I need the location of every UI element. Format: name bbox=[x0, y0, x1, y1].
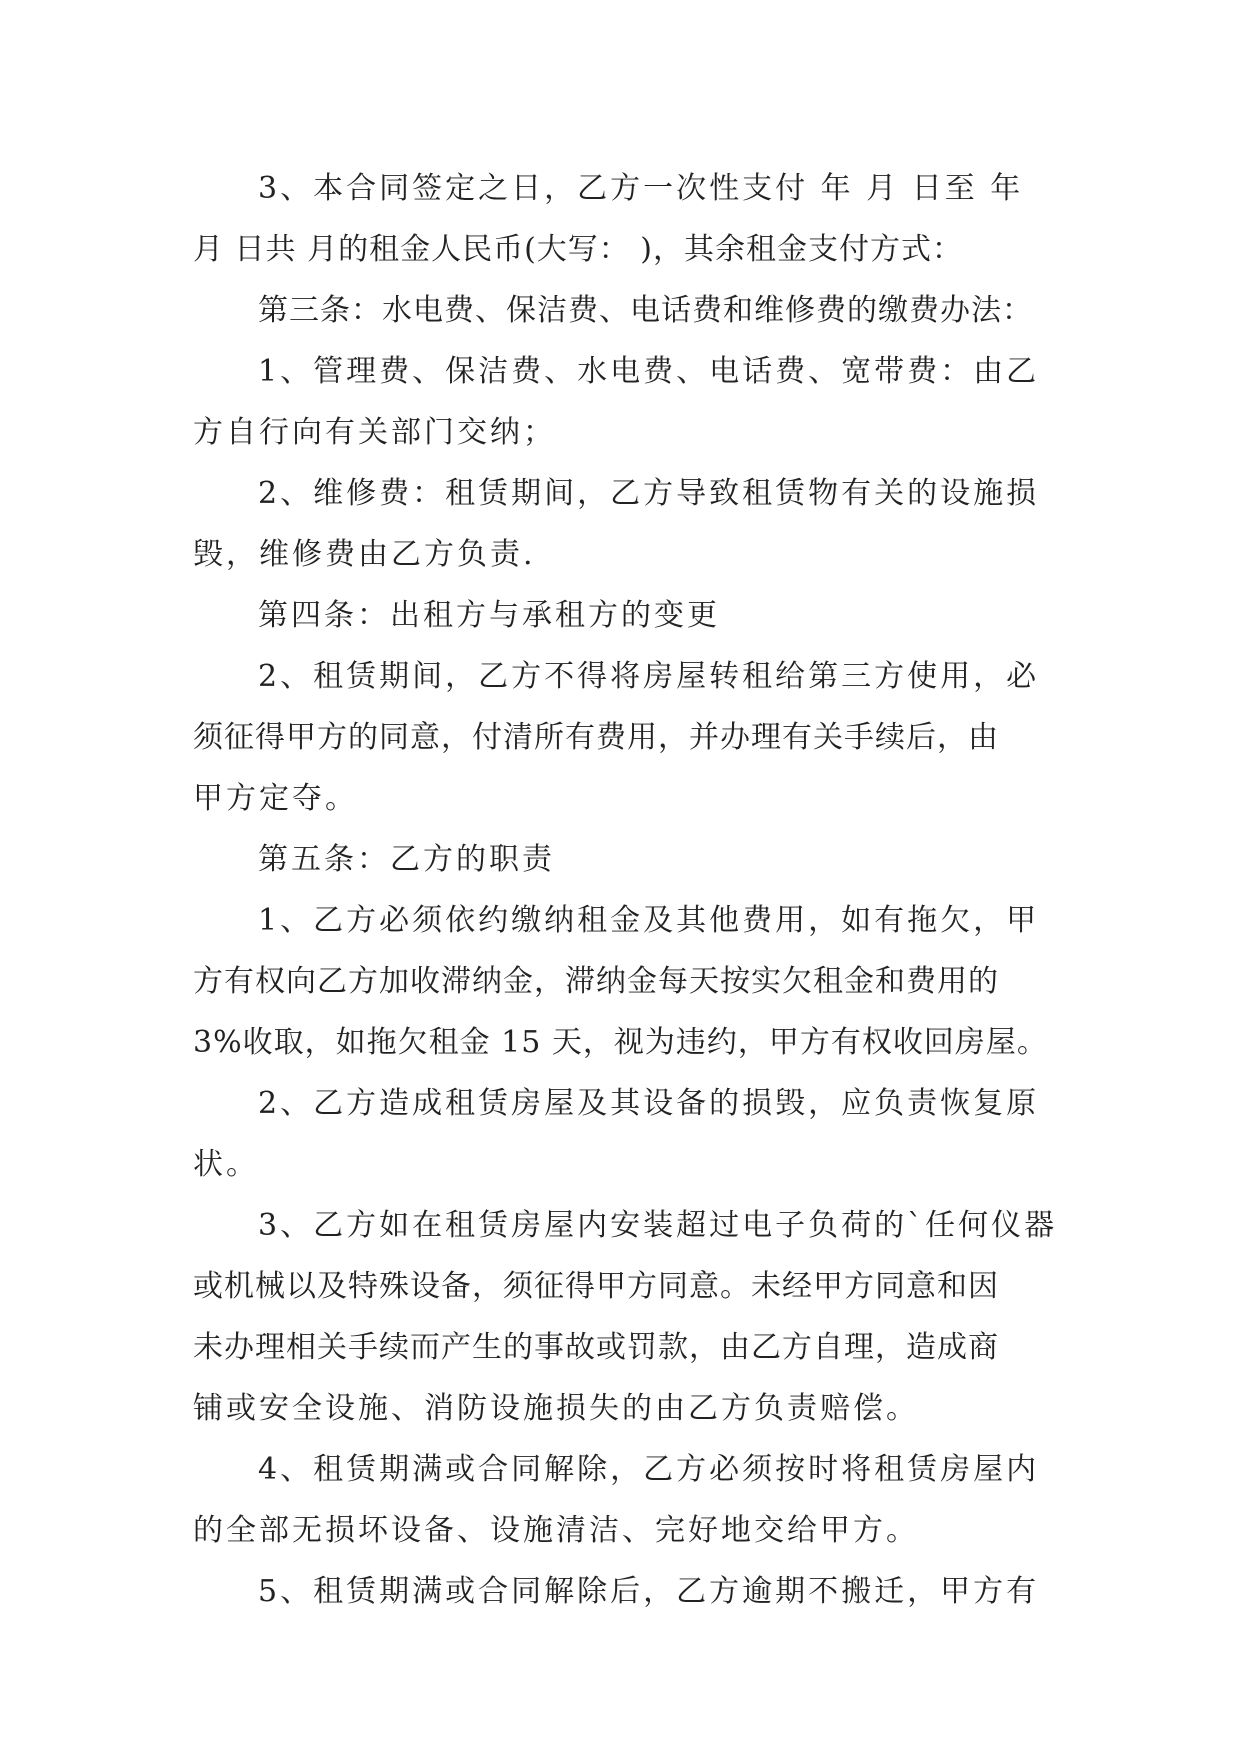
paragraph-line: 2、乙方造成租赁房屋及其设备的损毁，应负责恢复原 bbox=[258, 1086, 1040, 1121]
paragraph-line: 1、管理费、保洁费、水电费、电话费、宽带费：由乙 bbox=[258, 354, 1040, 389]
paragraph-line: 3%收取，如拖欠租金 15 天，视为违约，甲方有权收回房屋。 bbox=[193, 1025, 1048, 1060]
paragraph-line: 4、租赁期满或合同解除，乙方必须按时将租赁房屋内 bbox=[258, 1452, 1040, 1487]
paragraph-line: 方自行向有关部门交纳； bbox=[193, 415, 556, 450]
document-body bbox=[193, 158, 1058, 1622]
paragraph-line: 2、维修费：租赁期间，乙方导致租赁物有关的设施损 bbox=[258, 476, 1040, 511]
paragraph-line: 5、租赁期满或合同解除后，乙方逾期不搬迁，甲方有 bbox=[258, 1574, 1040, 1609]
paragraph-line: 须征得甲方的同意，付清所有费用，并办理有关手续后，由 bbox=[193, 720, 999, 755]
paragraph-line: 2、租赁期间，乙方不得将房屋转租给第三方使用，必 bbox=[258, 659, 1040, 694]
section-heading: 第三条：水电费、保洁费、电话费和维修费的缴费办法： bbox=[258, 293, 1033, 328]
paragraph-line: 3、本合同签定之日，乙方一次性支付 年 月 日至 年 bbox=[258, 171, 1024, 206]
paragraph-line: 3、乙方如在租赁房屋内安装超过电子负荷的`任何仪器 bbox=[258, 1208, 1058, 1243]
section-heading: 第五条：乙方的职责 bbox=[258, 842, 555, 877]
paragraph-line: 铺或安全设施、消防设施损失的由乙方负责赔偿。 bbox=[193, 1391, 919, 1426]
paragraph-line: 的全部无损坏设备、设施清洁、完好地交给甲方。 bbox=[193, 1513, 919, 1548]
paragraph-line: 1、乙方必须依约缴纳租金及其他费用，如有拖欠，甲 bbox=[258, 903, 1040, 938]
paragraph-line: 或机械以及特殊设备，须征得甲方同意。未经甲方同意和因 bbox=[193, 1269, 999, 1304]
paragraph-line: 未办理相关手续而产生的事故或罚款，由乙方自理，造成商 bbox=[193, 1330, 999, 1365]
section-heading: 第四条：出租方与承租方的变更 bbox=[258, 598, 720, 633]
paragraph-line: 状。 bbox=[193, 1147, 259, 1182]
paragraph-line: 方有权向乙方加收滞纳金，滞纳金每天按实欠租金和费用的 bbox=[193, 964, 999, 999]
paragraph-line: 月 日共 月的租金人民币(大写： )，其余租金支付方式： bbox=[193, 232, 964, 267]
paragraph-line: 毁，维修费由乙方负责. bbox=[193, 537, 536, 572]
paragraph-line: 甲方定夺。 bbox=[193, 781, 358, 816]
